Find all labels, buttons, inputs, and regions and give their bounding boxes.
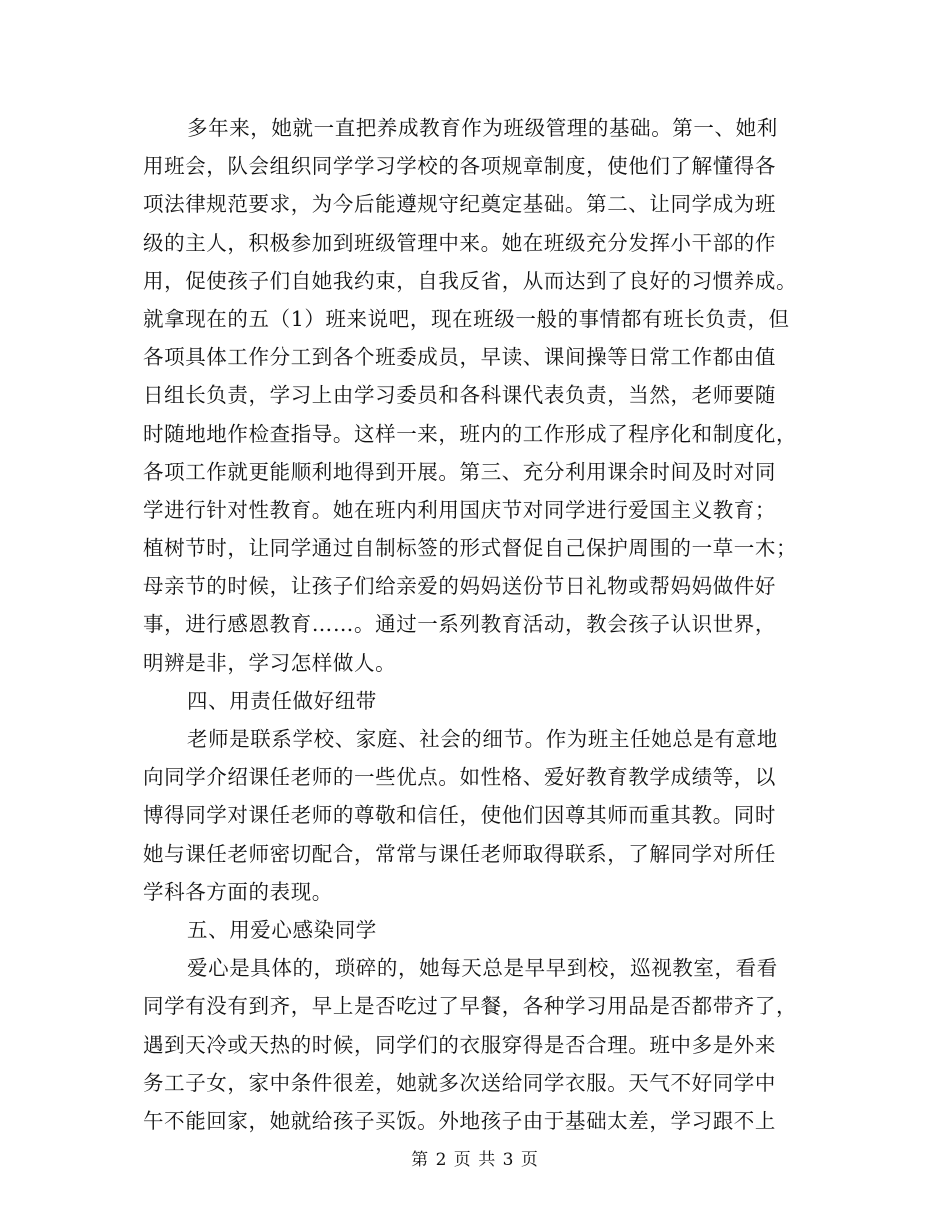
paragraph-line: 向同学介绍课任老师的一些优点。如性格、爱好教育教学成绩等，以 (143, 765, 776, 790)
paragraph-line: 多年来，她就一直把养成教育作为班级管理的基础。第一、她利 (187, 116, 778, 140)
paragraph-line: 项法律规范要求，为今后能遵规守纪奠定基础。第二、让同学成为班 (143, 192, 776, 217)
paragraph-line: 事，进行感恩教育……。通过一系列教育活动，教会孩子认识世界， (143, 612, 776, 637)
paragraph-line: 爱心是具体的，琐碎的，她每天总是早早到校，巡视教室，看看 (187, 956, 778, 981)
section-heading: 五、用爱心感染同学 (187, 917, 377, 942)
paragraph-line: 同学有没有到齐，早上是否吃过了早餐，各种学习用品是否都带齐了， (143, 994, 798, 1019)
total-pages-number: 3 (502, 1150, 515, 1170)
paragraph-line: 就拿现在的五（1）班来说吧，现在班级一般的事情都有班长负责，但 (143, 306, 790, 331)
page-footer (0, 1148, 950, 1172)
paragraph-line: 午不能回家，她就给孩子买饭。外地孩子由于基础太差，学习跟不上 (143, 1108, 776, 1133)
paragraph-line: 明辨是非，学习怎样做人。 (143, 650, 397, 675)
paragraph-line: 遇到天冷或天热的时候，同学们的衣服穿得是否合理。班中多是外来 (143, 1032, 776, 1057)
section-heading: 四、用责任做好纽带 (187, 688, 377, 713)
paragraph-line: 级的主人，积极参加到班级管理中来。她在班级充分发挥小干部的作 (143, 230, 776, 255)
paragraph-line: 各项具体工作分工到各个班委成员，早读、课间操等日常工作都由值 (143, 345, 776, 370)
paragraph-line: 博得同学对课任老师的尊敬和信任，使他们因尊其师而重其教。同时 (143, 803, 776, 828)
paragraph-line: 学进行针对性教育。她在班内利用国庆节对同学进行爱国主义教育； (143, 497, 776, 522)
paragraph-line: 时随地地作检查指导。这样一来，班内的工作形成了程序化和制度化， (143, 421, 798, 446)
footer-prefix: 第 (411, 1150, 430, 1170)
document-body (143, 109, 823, 1140)
paragraph-line: 学科各方面的表现。 (143, 879, 333, 904)
paragraph-line: 各项工作就更能顺利地得到开展。第三、充分利用课余时间及时对同 (143, 459, 776, 484)
paragraph-line: 务工子女，家中条件很差，她就多次送给同学衣服。天气不好同学中 (143, 1070, 776, 1095)
paragraph-line: 老师是联系学校、家庭、社会的细节。作为班主任她总是有意地 (187, 727, 778, 751)
paragraph-line: 日组长负责，学习上由学习委员和各科课代表负责，当然，老师要随 (143, 383, 776, 408)
paragraph-line: 用，促使孩子们自她我约束，自我反省，从而达到了良好的习惯养成。 (143, 268, 798, 293)
paragraph-line: 用班会，队会组织同学学习学校的各项规章制度，使他们了解懂得各 (143, 154, 776, 179)
paragraph-line: 母亲节的时候，让孩子们给亲爱的妈妈送份节日礼物或帮妈妈做件好 (143, 574, 776, 599)
footer-middle: 页 共 (453, 1150, 497, 1170)
paragraph-line: 她与课任老师密切配合，常常与课任老师取得联系，了解同学对所任 (143, 841, 776, 866)
paragraph-line: 植树节时，让同学通过自制标签的形式督促自己保护周围的一草一木； (143, 536, 798, 561)
current-page-number: 2 (435, 1150, 448, 1170)
footer-suffix: 页 (520, 1150, 539, 1170)
